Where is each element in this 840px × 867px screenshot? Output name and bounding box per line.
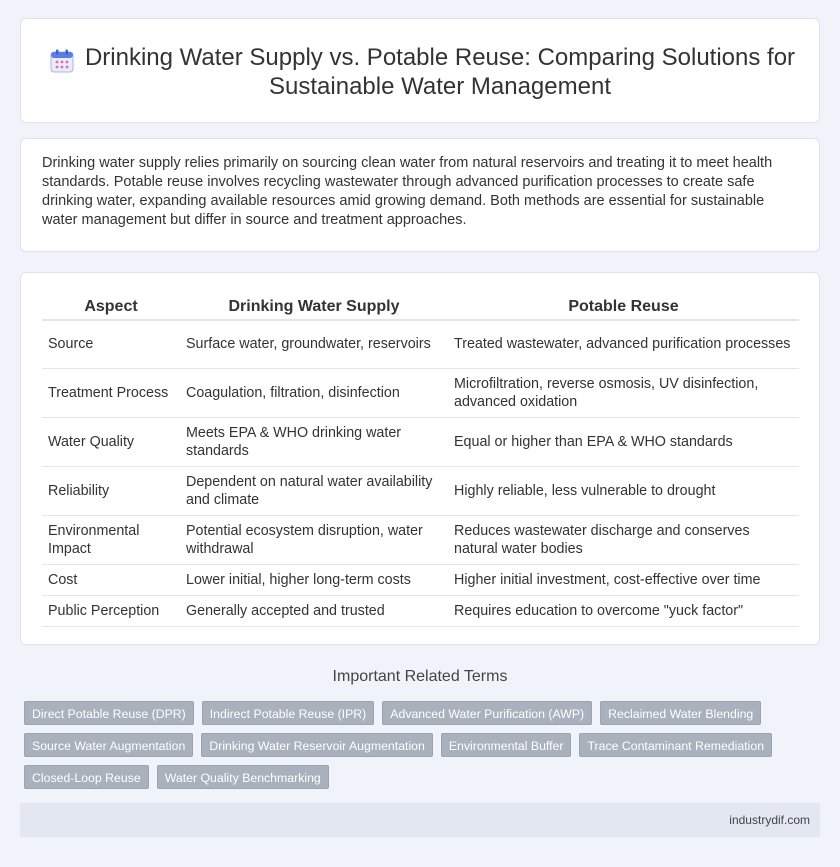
- cell-supply: Surface water, groundwater, reservoirs: [180, 320, 448, 368]
- table-row: [42, 368, 799, 417]
- cell-aspect: Environmental Impact: [42, 515, 180, 564]
- cell-reuse: Microfiltration, reverse osmosis, UV disinfection, advanced oxidation: [448, 368, 799, 417]
- intro-card: [20, 138, 820, 252]
- table-header-row: [42, 295, 799, 320]
- related-term-tag[interactable]: Direct Potable Reuse (DPR): [24, 701, 194, 725]
- cell-supply: Coagulation, filtration, disinfection: [180, 368, 448, 417]
- header-aspect: Aspect: [42, 295, 180, 320]
- title-wrap: [21, 43, 819, 101]
- related-term-tag[interactable]: Drinking Water Reservoir Augmentation: [201, 733, 433, 757]
- related-terms-list: [24, 701, 784, 789]
- cell-supply: Dependent on natural water availability and climate: [180, 466, 448, 515]
- cell-supply: Meets EPA & WHO drinking water standards: [180, 417, 448, 466]
- related-term-tag[interactable]: Trace Contaminant Remediation: [579, 733, 772, 757]
- cell-supply: Generally accepted and trusted: [180, 595, 448, 626]
- cell-aspect: Cost: [42, 564, 180, 595]
- table-row: [42, 515, 799, 564]
- related-term-tag[interactable]: Environmental Buffer: [441, 733, 572, 757]
- cell-aspect: Water Quality: [42, 417, 180, 466]
- cell-reuse: Reduces wastewater discharge and conserves natural water bodies: [448, 515, 799, 564]
- header-drinking-water-supply: Drinking Water Supply: [180, 295, 448, 320]
- cell-aspect: Treatment Process: [42, 368, 180, 417]
- cell-supply: Lower initial, higher long-term costs: [180, 564, 448, 595]
- related-term-tag[interactable]: Source Water Augmentation: [24, 733, 193, 757]
- cell-aspect: Public Perception: [42, 595, 180, 626]
- related-term-tag[interactable]: Reclaimed Water Blending: [600, 701, 761, 725]
- cell-reuse: Treated wastewater, advanced purification processes: [448, 320, 799, 368]
- table-row: [42, 466, 799, 515]
- footer: [20, 803, 820, 837]
- related-term-tag[interactable]: Water Quality Benchmarking: [157, 765, 329, 789]
- comparison-table: [42, 295, 799, 627]
- cell-reuse: Equal or higher than EPA & WHO standards: [448, 417, 799, 466]
- related-terms-title: Important Related Terms: [332, 668, 508, 685]
- related-term-tag[interactable]: Indirect Potable Reuse (IPR): [202, 701, 375, 725]
- comparison-card: [20, 272, 820, 645]
- cell-reuse: Highly reliable, less vulnerable to drought: [448, 466, 799, 515]
- intro-paragraph: Drinking water supply relies primarily on sourcing clean water from natural reservoirs and treating it to meet health standards. Potable reuse involves recycling wastewater through advanced purification processes to create safe drinking water, expanding available resources amid growing demand. Both methods are essential for sustainable water management but differ in source and treatment approaches.: [42, 155, 773, 228]
- table-row: [42, 320, 799, 368]
- related-term-tag[interactable]: Advanced Water Purification (AWP): [382, 701, 592, 725]
- header-potable-reuse: Potable Reuse: [448, 295, 799, 320]
- cell-reuse: Requires education to overcome "yuck factor": [448, 595, 799, 626]
- table-row: [42, 595, 799, 626]
- title-card: [20, 18, 820, 123]
- related-term-tag[interactable]: Closed-Loop Reuse: [24, 765, 149, 789]
- page-title: Drinking Water Supply vs. Potable Reuse: Comparing Solutions for Sustainable Water Management: [84, 44, 796, 100]
- cell-supply: Potential ecosystem disruption, water withdrawal: [180, 515, 448, 564]
- table-row: [42, 417, 799, 466]
- footer-site-link[interactable]: industrydif.com: [729, 813, 810, 827]
- table-row: [42, 564, 799, 595]
- cell-aspect: Reliability: [42, 466, 180, 515]
- cell-reuse: Higher initial investment, cost-effective over time: [448, 564, 799, 595]
- cell-aspect: Source: [42, 320, 180, 368]
